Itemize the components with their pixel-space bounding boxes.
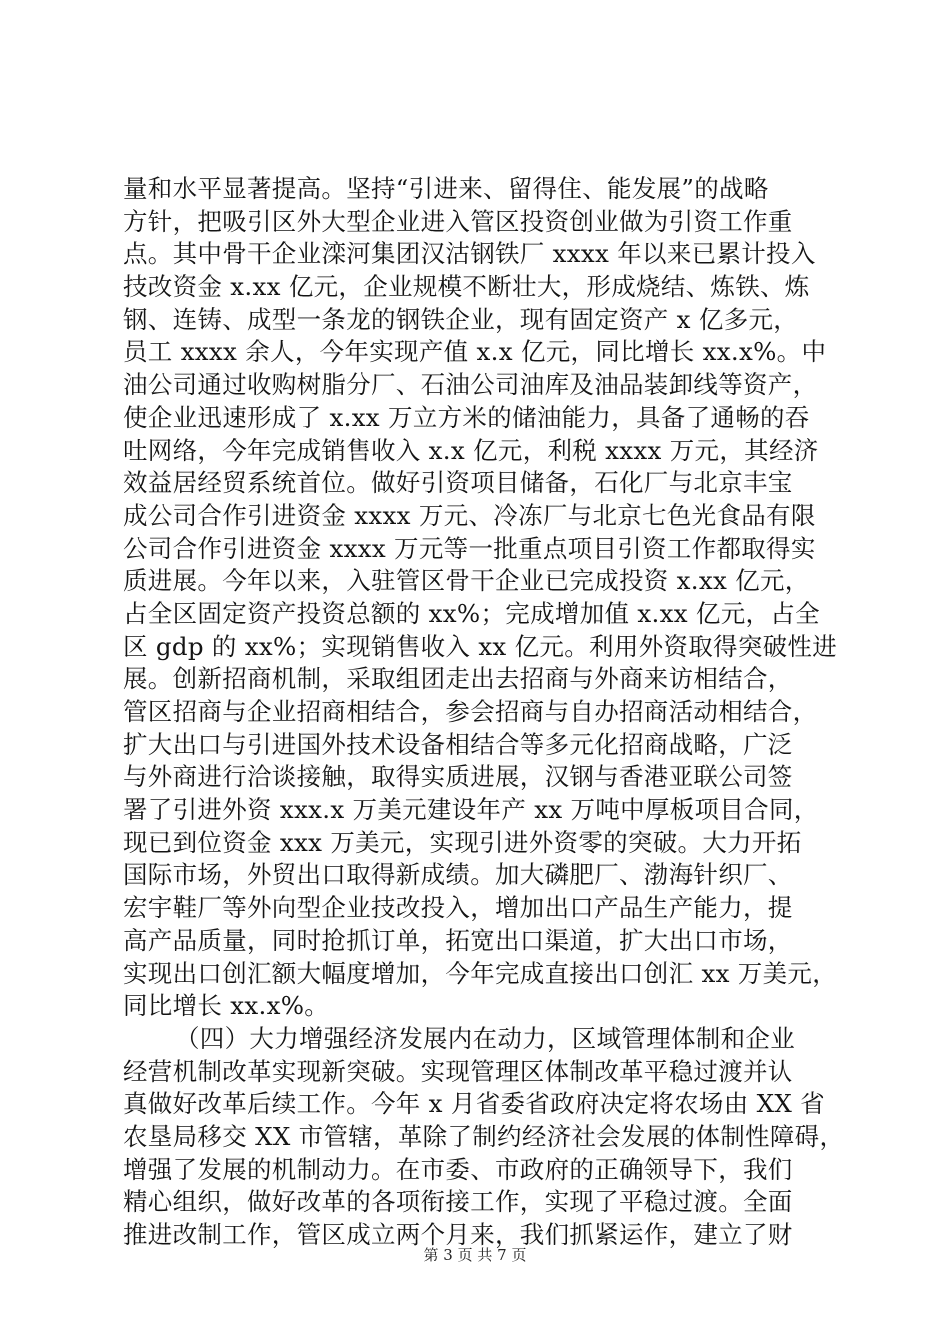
text-line-11: 成公司合作引进资金 xxxx 万元、冷冻厂与北京七色光食品有限: [123, 500, 816, 530]
text-line-20: 署了引进外资 xxx.x 万美元建设年产 xx 万吨中厚板项目合同，: [123, 795, 819, 825]
page-number-footer: 第 3 页 共 7 页: [423, 1246, 527, 1264]
text-line-8: 使企业迅速形成了 x.xx 万立方米的储油能力，具备了通畅的吞: [123, 402, 810, 432]
text-line-25: 实现出口创汇额大幅度增加，今年完成直接出口创汇 xx 万美元，: [123, 958, 838, 988]
text-line-6: 员工 xxxx 余人，今年实现产值 x.x 亿元，同比增长 xx.x%。中: [123, 337, 827, 367]
text-line-28: 经营机制改革实现新突破。实现管理区体制改革平稳过渡并认: [123, 1056, 793, 1086]
text-line-1: 量和水平显著提高。坚持“引进来、留得住、能发展”的战略: [123, 174, 769, 203]
text-line-23: 宏宇鞋厂等外向型企业技改投入，增加出口产品生产能力，提: [123, 893, 793, 923]
document-body: [123, 173, 843, 1252]
text-line-18: 扩大出口与引进国外技术设备相结合等多元化招商战略，广泛: [123, 729, 793, 759]
text-line-30: 农垦局移交 XX 市管辖，革除了制约经济社会发展的体制性障碍，: [123, 1121, 845, 1151]
text-line-2: 方针，把吸引区外大型企业进入管区投资创业做为引资工作重: [123, 206, 793, 236]
text-line-12: 公司合作引进资金 xxxx 万元等一批重点项目引资工作都取得实: [123, 533, 816, 563]
text-line-14: 占全区固定资产投资总额的 xx%；完成增加值 x.xx 亿元，占全: [123, 598, 820, 628]
text-line-4: 技改资金 x.xx 亿元，企业规模不断壮大，形成烧结、炼铁、炼: [123, 272, 810, 302]
text-line-7: 油公司通过收购树脂分厂、石油公司油库及油品装卸线等资产，: [123, 370, 818, 400]
text-line-31: 增强了发展的机制动力。在市委、市政府的正确领导下，我们: [123, 1154, 793, 1184]
text-line-24: 高产品质量，同时抢抓订单，拓宽出口渠道，扩大出口市场，: [123, 925, 793, 955]
text-line-5: 钢、连铸、成型一条龙的钢铁企业，现有固定资产 x 亿多元，: [123, 304, 799, 334]
text-line-10: 效益居经贸系统首位。做好引资项目储备，石化厂与北京丰宝: [123, 468, 793, 498]
text-line-29: 真做好改革后续工作。今年 x 月省委省政府决定将农场由 XX 省: [123, 1089, 825, 1119]
text-line-27: （四）大力增强经济发展内在动力，区域管理体制和企业: [175, 1023, 795, 1053]
text-line-15: 区 gdp 的 xx%；实现销售收入 xx 亿元。利用外资取得突破性进: [123, 631, 838, 661]
text-line-21: 现已到位资金 xxx 万美元，实现引进外资零的突破。大力开拓: [123, 827, 802, 857]
text-line-9: 吐网络，今年完成销售收入 x.x 亿元，利税 xxxx 万元，其经济: [123, 435, 819, 465]
text-line-22: 国际市场，外贸出口取得新成绩。加大磷肥厂、渤海针织厂、: [123, 860, 793, 890]
text-line-17: 管区招商与企业招商相结合，参会招商与自办招商活动相结合，: [123, 697, 818, 726]
text-line-3: 点。其中骨干企业滦河集团汉沽钢铁厂 xxxx 年以来已累计投入: [123, 239, 816, 269]
text-line-32: 精心组织，做好改革的各项衔接工作，实现了平稳过渡。全面: [123, 1187, 793, 1217]
text-line-26: 同比增长 xx.x%。: [123, 991, 330, 1021]
text-line-16: 展。创新招商机制，采取组团走出去招商与外商来访相结合，: [123, 664, 793, 694]
text-line-33: 推进改制工作，管区成立两个月来，我们抓紧运作，建立了财: [123, 1220, 793, 1249]
text-line-13: 质进展。今年以来，入驻管区骨干企业已完成投资 x.xx 亿元，: [123, 566, 810, 596]
text-line-19: 与外商进行洽谈接触，取得实质进展，汉钢与香港亚联公司签: [123, 762, 793, 792]
